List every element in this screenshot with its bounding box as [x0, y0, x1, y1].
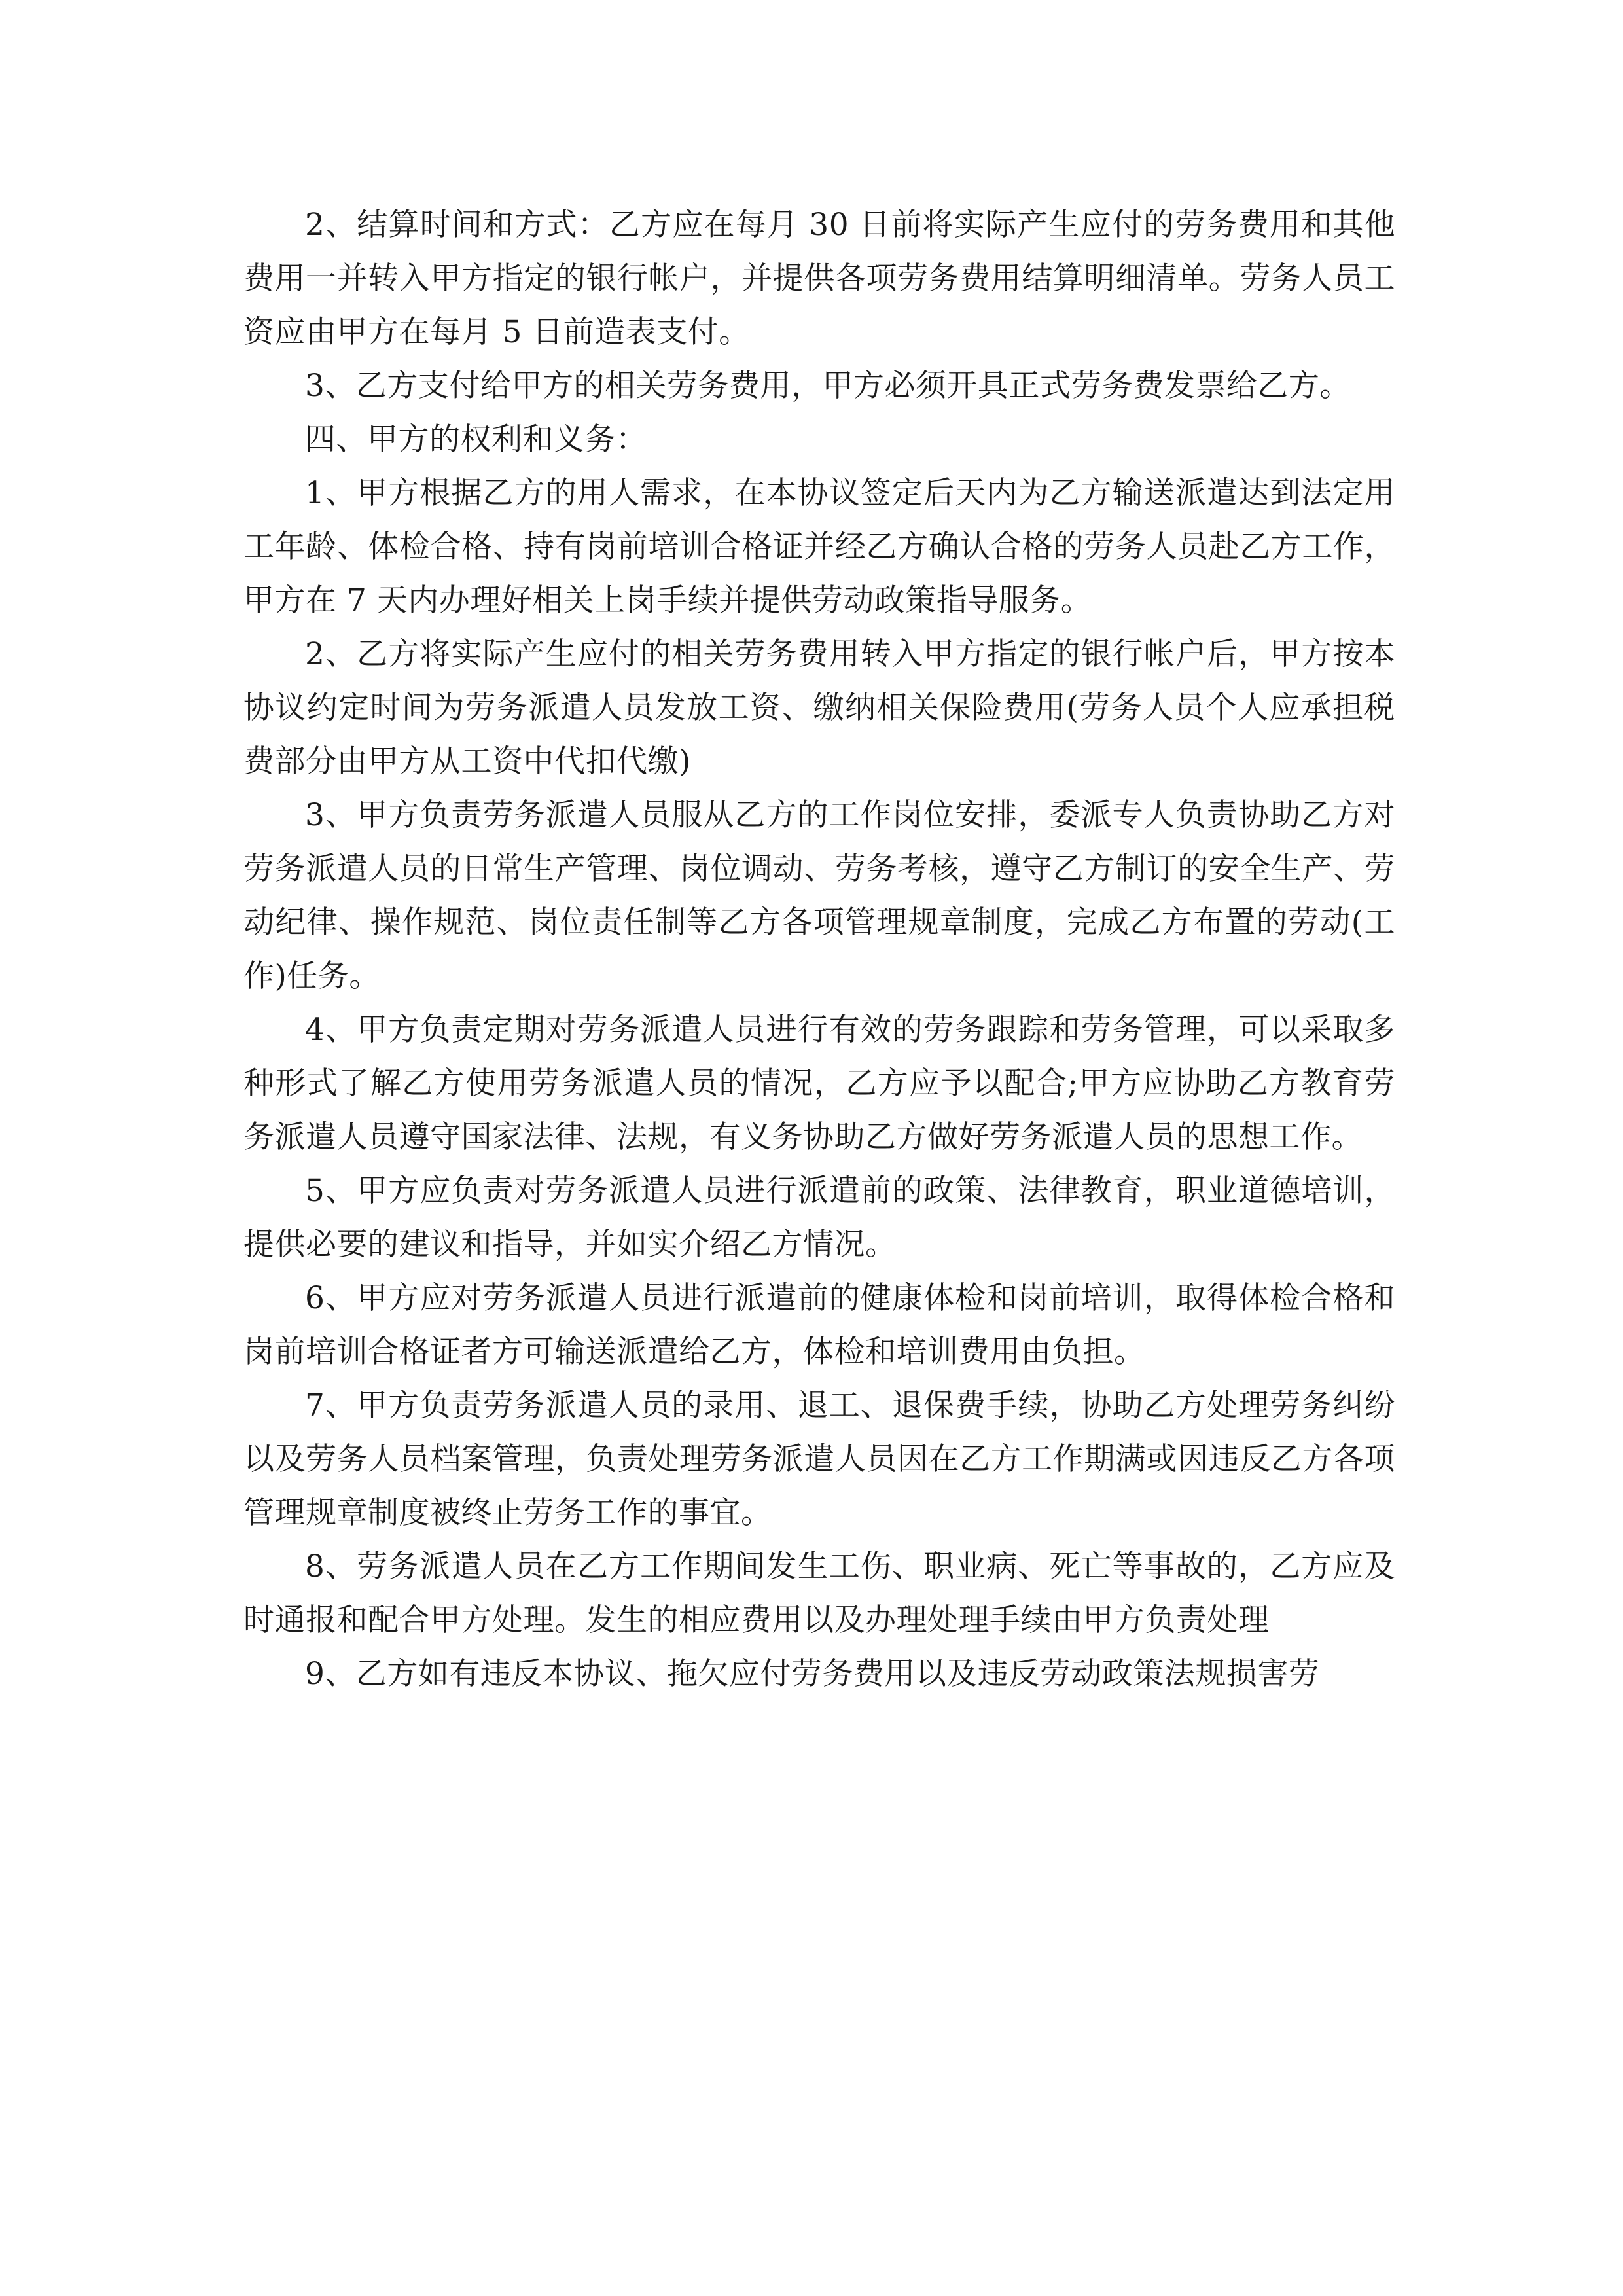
clause-8: 8、劳务派遣人员在乙方工作期间发生工伤、职业病、死亡等事故的，乙方应及时通报和配合甲方处理。发生的相应费用以及办理处理手续由甲方负责处理 — [243, 1549, 1395, 1638]
paragraph-invoice: 3、乙方支付给甲方的相关劳务费用，甲方必须开具正式劳务费发票给乙方。 — [305, 368, 1351, 404]
clause-7: 7、甲方负责劳务派遣人员的录用、退工、退保费手续，协助乙方处理劳务纠纷以及劳务人员档案管理，负责处理劳务派遣人员因在乙方工作期满或因违反乙方各项管理规章制度被终止劳务工作的事宜。 — [243, 1388, 1395, 1531]
document-body — [243, 198, 1395, 1701]
paragraph-settlement: 2、结算时间和方式：乙方应在每月 30 日前将实际产生应付的劳务费用和其他费用一并转入甲方指定的银行帐户，并提供各项劳务费用结算明细清单。劳务人员工资应由甲方在每月 5 日前造表支付。 — [243, 207, 1395, 350]
clause-9: 9、乙方如有违反本协议、拖欠应付劳务费用以及违反劳动政策法规损害劳 — [305, 1656, 1320, 1692]
clause-5: 5、甲方应负责对劳务派遣人员进行派遣前的政策、法律教育，职业道德培训，提供必要的建议和指导，并如实介绍乙方情况。 — [243, 1173, 1395, 1263]
clause-6: 6、甲方应对劳务派遣人员进行派遣前的健康体检和岗前培训，取得体检合格和岗前培训合格证者方可输送派遣给乙方，体检和培训费用由负担。 — [243, 1280, 1395, 1370]
clause-2: 2、乙方将实际产生应付的相关劳务费用转入甲方指定的银行帐户后，甲方按本协议约定时间为劳务派遣人员发放工资、缴纳相关保险费用(劳务人员个人应承担税费部分由甲方从工资中代扣代缴) — [243, 636, 1395, 780]
clause-4: 4、甲方负责定期对劳务派遣人员进行有效的劳务跟踪和劳务管理，可以采取多种形式了解乙方使用劳务派遣人员的情况，乙方应予以配合;甲方应协助乙方教育劳务派遣人员遵守国家法律、法规，有义务协助乙方做好劳务派遣人员的思想工作。 — [243, 1012, 1395, 1155]
clause-3: 3、甲方负责劳务派遣人员服从乙方的工作岗位安排，委派专人负责协助乙方对劳务派遣人员的日常生产管理、岗位调动、劳务考核，遵守乙方制订的安全生产、劳动纪律、操作规范、岗位责任制等乙方各项管理规章制度，完成乙方布置的劳动(工作)任务。 — [243, 797, 1395, 994]
clause-1: 1、甲方根据乙方的用人需求，在本协议签定后天内为乙方输送派遣达到法定用工年龄、体检合格、持有岗前培训合格证并经乙方确认合格的劳务人员赴乙方工作，甲方在 7 天内办理好相关上岗手续并提供劳动政策指导服务。 — [243, 475, 1395, 619]
section-heading-party-a-rights: 四、甲方的权利和义务： — [305, 422, 647, 457]
